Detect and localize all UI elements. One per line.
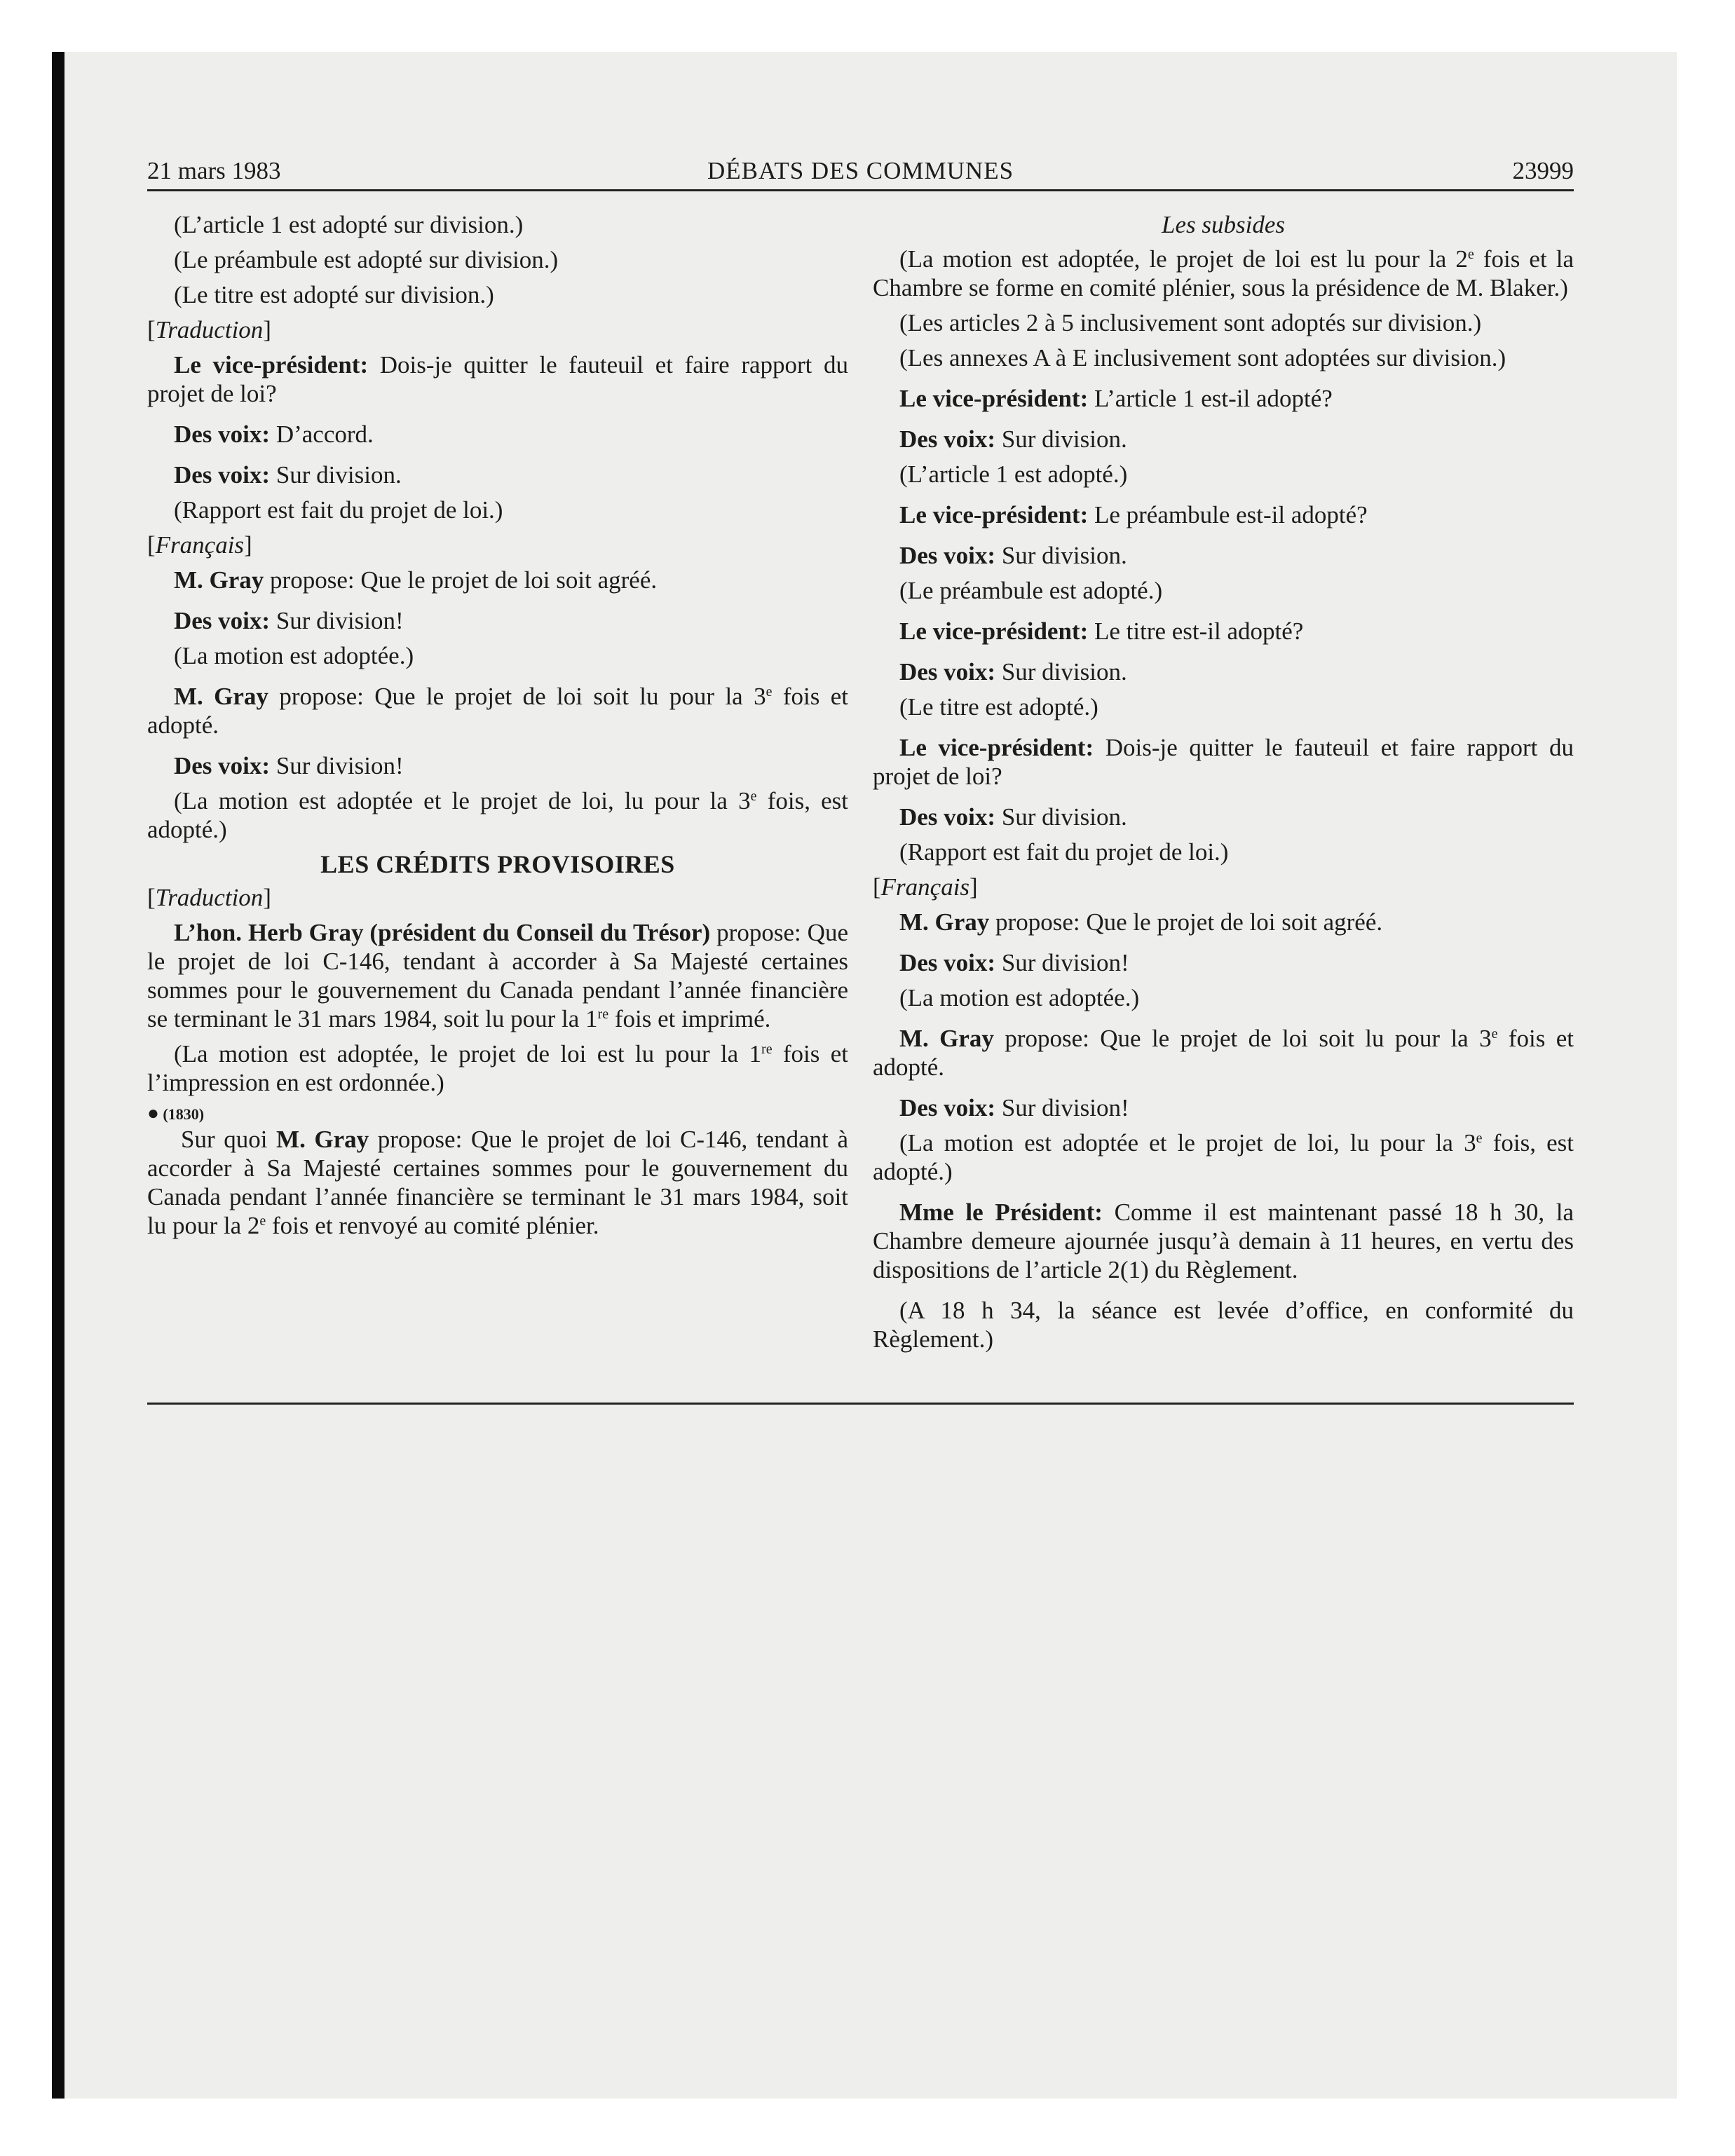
paragraph: Des voix: Sur division. xyxy=(899,803,1127,831)
paragraph: (La motion est adoptée, le projet de loi est lu pour la 2e fois et la Chambre se forme en comité plénier, sous la présidence de M. Blaker.) xyxy=(873,245,1574,301)
paragraph: Mme le Président: Comme il est maintenant passé 18 h 30, la Chambre demeure ajournée jusqu’à demain à 11 heures, en vertu des dispositions de l’article 2(1) du Règlement. xyxy=(873,1199,1574,1283)
paragraph: (Le titre est adopté.) xyxy=(899,693,1098,721)
paragraph: Des voix: D’accord. xyxy=(174,421,374,448)
paragraph: (Les articles 2 à 5 inclusivement sont adoptés sur division.) xyxy=(899,309,1482,336)
speaker-name: Des voix: xyxy=(174,461,271,489)
language-tag: [Français] xyxy=(873,873,978,901)
paragraph: (Rapport est fait du projet de loi.) xyxy=(174,496,503,524)
paragraph: Le vice-président: Dois-je quitter le fauteuil et faire rapport du projet de loi? xyxy=(147,351,849,407)
header-page-number: 23999 xyxy=(1512,157,1574,184)
paragraph: (La motion est adoptée et le projet de loi, lu pour la 3e fois, est adopté.) xyxy=(147,787,848,843)
section-heading: LES CRÉDITS PROVISOIRES xyxy=(320,850,675,878)
speaker-name: Le vice-président: xyxy=(899,385,1089,412)
paragraph: Le vice-président: Le titre est-il adopté? xyxy=(899,618,1304,645)
paragraph: L’hon. Herb Gray (président du Conseil du Trésor) propose: Que le projet de loi C-146, tendant à accorder à Sa Majesté certaines sommes pour le gouvernement du Canada pendant l’année financière se terminant le 31 mars 1984, soit lu pour la 1re fois et imprimé. xyxy=(147,919,848,1032)
language-tag: [Traduction] xyxy=(147,884,271,911)
paragraph: Des voix: Sur division. xyxy=(899,658,1127,685)
paragraph: Des voix: Sur division! xyxy=(899,1094,1129,1121)
speaker-name: Des voix: xyxy=(174,752,271,779)
paragraph: (Le préambule est adopté.) xyxy=(899,577,1163,604)
speaker-name: Le vice-président: xyxy=(899,501,1089,528)
paragraph: (L’article 1 est adopté.) xyxy=(899,460,1128,488)
paragraph: M. Gray propose: Que le projet de loi soit lu pour la 3e fois et adopté. xyxy=(147,683,849,739)
speaker-name: Des voix: xyxy=(899,425,996,453)
paragraph: Le vice-président: Le préambule est-il adopté? xyxy=(899,501,1368,528)
speaker-name: Des voix: xyxy=(899,542,996,569)
speaker-name: Le vice-président: xyxy=(899,618,1089,645)
header-title: DÉBATS DES COMMUNES xyxy=(707,157,1014,184)
paragraph: Des voix: Sur division. xyxy=(174,461,402,489)
speaker-name: Le vice-président: xyxy=(899,734,1094,761)
header-rule xyxy=(147,189,1574,191)
header-date: 21 mars 1983 xyxy=(147,157,281,184)
binding-edge xyxy=(52,52,64,2099)
paragraph: (Les annexes A à E inclusivement sont adoptées sur division.) xyxy=(899,344,1506,371)
paragraph: Des voix: Sur division. xyxy=(899,542,1127,569)
speaker-name: M. Gray xyxy=(899,908,990,936)
speaker-name: M. Gray xyxy=(899,1025,994,1052)
paragraph: (La motion est adoptée.) xyxy=(174,642,414,669)
paragraph: Des voix: Sur division! xyxy=(174,752,404,779)
speaker-name: M. Gray xyxy=(276,1126,369,1153)
paragraph: (L’article 1 est adopté sur division.) xyxy=(174,211,524,238)
paragraph: M. Gray propose: Que le projet de loi soit agréé. xyxy=(899,908,1383,936)
paragraph: (La motion est adoptée, le projet de loi est lu pour la 1re fois et l’impression en est ordonnée.) xyxy=(147,1040,848,1096)
speaker-name: Des voix: xyxy=(899,949,996,976)
speaker-name: Des voix: xyxy=(899,658,996,685)
paragraph: (La motion est adoptée et le projet de loi, lu pour la 3e fois, est adopté.) xyxy=(873,1129,1574,1185)
speaker-name: Des voix: xyxy=(174,607,271,634)
paragraph: (Rapport est fait du projet de loi.) xyxy=(899,838,1229,866)
paragraph: Sur quoi M. Gray propose: Que le projet de loi C-146, tendant à accorder à Sa Majesté certaines sommes pour le gouvernement du Canada pendant l’année financière se terminant le 31 mars 1984, soit lu pour la 2e fois et renvoyé au comité plénier. xyxy=(147,1126,849,1239)
paragraph: Le vice-président: Dois-je quitter le fauteuil et faire rapport du projet de loi? xyxy=(873,734,1574,790)
speaker-name: M. Gray xyxy=(174,566,264,594)
speaker-name: M. Gray xyxy=(174,683,268,710)
paragraph: (Le titre est adopté sur division.) xyxy=(174,281,494,308)
paragraph: (Le préambule est adopté sur division.) xyxy=(174,246,559,273)
language-tag: [Français] xyxy=(147,531,252,559)
paragraph: (A 18 h 34, la séance est levée d’office, en conformité du Règlement.) xyxy=(873,1297,1574,1353)
paragraph: (La motion est adoptée.) xyxy=(899,984,1140,1011)
paragraph: Des voix: Sur division! xyxy=(174,607,404,634)
paragraph: M. Gray propose: Que le projet de loi soit agréé. xyxy=(174,566,658,594)
paragraph: Des voix: Sur division! xyxy=(899,949,1129,976)
time-marker: ● (1830) xyxy=(147,1103,205,1124)
speaker-name: Des voix: xyxy=(899,1094,996,1121)
speaker-name: L’hon. Herb Gray (président du Conseil du Trésor) xyxy=(174,919,711,946)
left-column xyxy=(147,210,848,1246)
speaker-name: Des voix: xyxy=(899,803,996,831)
page-header xyxy=(147,156,1574,186)
speaker-name: Mme le Président: xyxy=(899,1199,1103,1226)
paragraph: Le vice-président: L’article 1 est-il adopté? xyxy=(899,385,1333,412)
paragraph: Des voix: Sur division. xyxy=(899,425,1127,453)
language-tag: [Traduction] xyxy=(147,316,271,343)
running-head: Les subsides xyxy=(1162,211,1285,238)
bullet-icon: ● xyxy=(147,1103,159,1124)
speaker-name: Le vice-président: xyxy=(174,351,369,378)
speaker-name: Des voix: xyxy=(174,421,271,448)
paragraph: M. Gray propose: Que le projet de loi soit lu pour la 3e fois et adopté. xyxy=(873,1025,1574,1081)
right-column xyxy=(873,210,1574,1360)
footer-rule xyxy=(147,1403,1574,1405)
